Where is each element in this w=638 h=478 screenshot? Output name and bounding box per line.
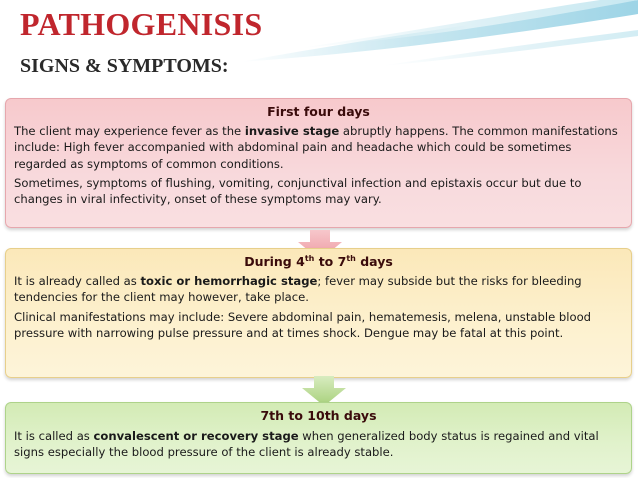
stage-box-7th-to-10th-days bbox=[5, 402, 632, 474]
stage-box-first-four-days bbox=[5, 98, 632, 228]
stage-paragraph bbox=[14, 123, 623, 172]
stage-name-bold: invasive stage bbox=[244, 124, 340, 139]
stage-paragraph bbox=[14, 428, 623, 460]
stage-name-bold: convalescent or recovery stage bbox=[93, 429, 299, 444]
stage-paragraph: Clinical manifestations may include: Severe abdominal pain, hematemesis, melena, unstable blood pressure with narrowing pulse pressure and at times shock. Dengue may be fatal at this point. bbox=[14, 309, 592, 340]
text-run: During 4 bbox=[244, 254, 305, 269]
text-run: It is called as bbox=[14, 429, 94, 444]
superscript: th bbox=[346, 253, 356, 263]
text-run: to 7 bbox=[314, 254, 347, 269]
text-run: abruptly happens. The common manifestations include: High fever accompanied with abdominal pain and headache which could be sometimes regarded as symptoms of common conditions. bbox=[14, 124, 618, 171]
text-run: It is already called as bbox=[14, 274, 141, 289]
text-run: The client may experience fever as the bbox=[14, 124, 245, 139]
stage-name-bold: toxic or hemorrhagic stage bbox=[140, 274, 318, 289]
slide-subtitle: SIGNS & SYMPTOMS: bbox=[20, 55, 229, 77]
stage-box-during-4th-to-7th-days bbox=[5, 248, 632, 378]
stage-heading: First four days bbox=[267, 104, 370, 119]
text-run: ; fever may subside but the risks for bleeding tendencies for the client may however, take place. bbox=[14, 274, 582, 305]
text-run: when generalized body status is regained and vital signs especially the blood pressure of the client is already stable. bbox=[14, 429, 599, 460]
stage-heading bbox=[14, 254, 623, 270]
stage-paragraph: Sometimes, symptoms of flushing, vomiting, conjunctival infection and epistaxis occur but due to changes in viral infectivity, onset of these symptoms may vary. bbox=[14, 175, 582, 207]
superscript: th bbox=[304, 253, 315, 263]
text-run: days bbox=[355, 254, 393, 269]
slide-title: PATHOGENISIS bbox=[20, 6, 263, 42]
stage-paragraph bbox=[14, 273, 623, 305]
stage-heading: 7th to 10th days bbox=[260, 408, 377, 423]
